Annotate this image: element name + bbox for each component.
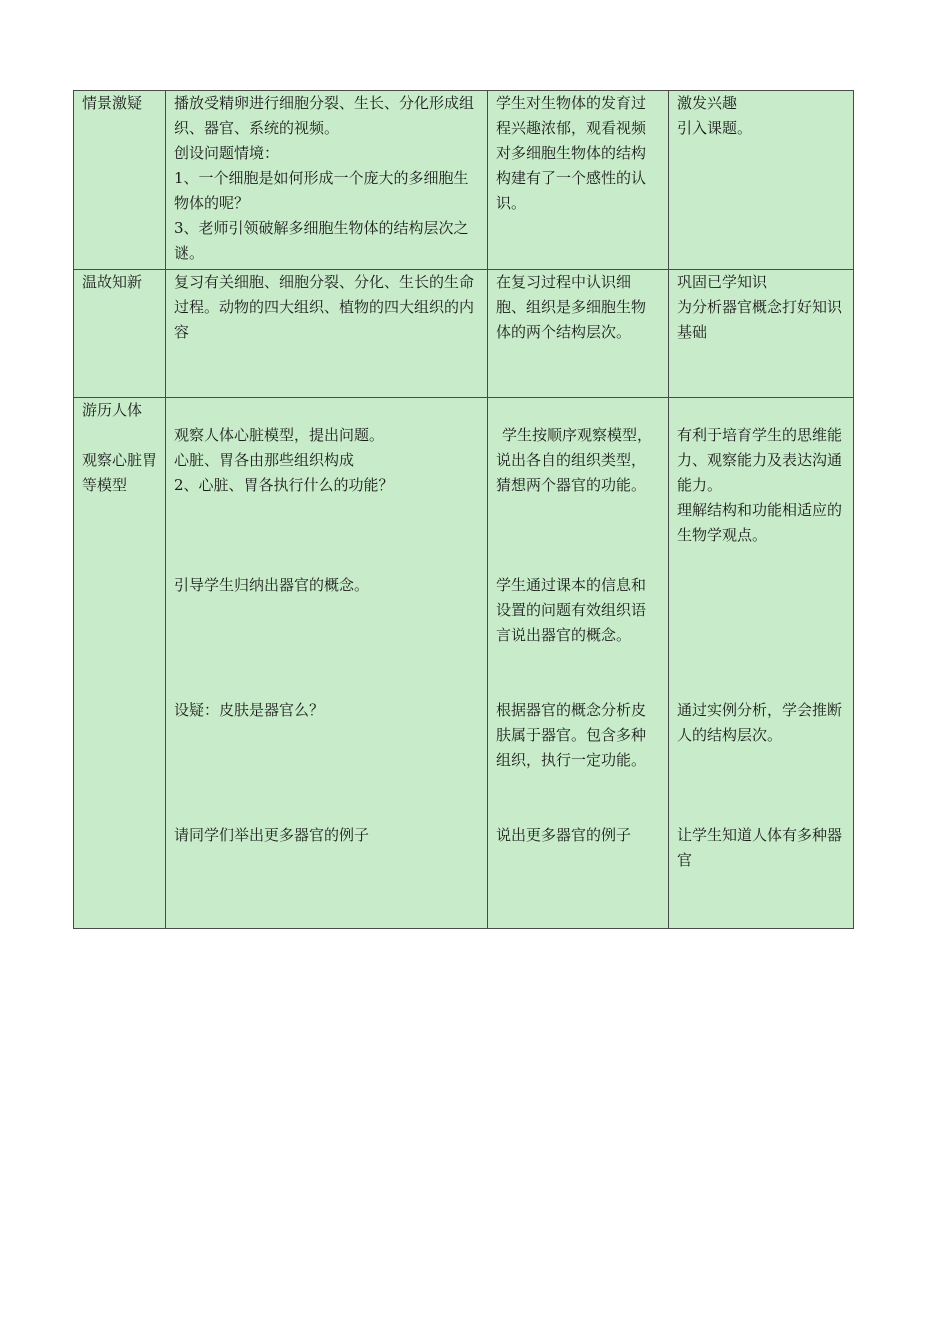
table-row — [74, 270, 854, 398]
purpose-text: 巩固已学知识 — [677, 273, 768, 291]
stage-cell — [74, 91, 166, 270]
purpose-text: 为分析器官概念打好知识基础 — [677, 298, 843, 341]
student-text: 学生通过课本的信息和设置的问题有效组织语言说出器官的概念。 — [496, 576, 647, 644]
teacher-text: 引导学生归纳出器官的概念。 — [174, 576, 370, 594]
teacher-activity-cell — [166, 398, 488, 929]
design-purpose-cell — [669, 270, 854, 398]
stage-label: 温故知新 — [82, 273, 143, 291]
content-block — [677, 698, 845, 823]
purpose-text: 激发兴趣 — [677, 94, 738, 112]
student-text: 学生按顺序观察模型，说出各自的组织类型，猜想两个器官的功能。 — [496, 426, 653, 494]
teacher-text: 1、一个细胞是如何形成一个庞大的多细胞生物体的呢？ — [174, 169, 469, 212]
table-row — [74, 398, 854, 929]
teacher-text: 2、心脏、胃各执行什么的功能？ — [174, 476, 394, 494]
student-activity-cell — [488, 398, 669, 929]
student-text: 在复习过程中认识细胞、组织是多细胞生物体的两个结构层次。 — [496, 273, 647, 341]
content-block — [174, 823, 479, 848]
purpose-text: 理解结构和功能相适应的生物学观点。 — [677, 501, 843, 544]
teacher-activity-cell — [166, 91, 488, 270]
stage-cell — [74, 270, 166, 398]
design-purpose-cell — [669, 398, 854, 929]
teacher-activity-cell — [166, 270, 488, 398]
content-block — [496, 573, 660, 698]
content-block — [174, 573, 479, 698]
content-block — [496, 698, 660, 823]
table-row — [74, 91, 854, 270]
teacher-text: 创设问题情境： — [174, 144, 280, 162]
design-purpose-cell — [669, 91, 854, 270]
teacher-text: 观察人体心脏模型，提出问题。 — [174, 426, 385, 444]
purpose-text: 引入课题。 — [677, 119, 753, 137]
teacher-text: 请同学们举出更多器官的例子 — [174, 826, 370, 844]
teacher-text: 3、老师引领破解多细胞生物体的结构层次之谜。 — [174, 219, 469, 262]
student-activity-cell — [488, 91, 669, 270]
content-block — [174, 698, 479, 823]
purpose-text: 通过实例分析，学会推断人的结构层次。 — [677, 701, 843, 744]
stage-cell — [74, 398, 166, 929]
stage-label: 观察心脏胃等模型 — [82, 451, 158, 494]
teacher-text: 复习有关细胞、细胞分裂、分化、生长的生命过程。动物的四大组织、植物的四大组织的内容 — [174, 273, 475, 341]
content-block — [496, 423, 660, 573]
teacher-text: 播放受精卵进行细胞分裂、生长、分化形成组织、器官、系统的视频。 — [174, 94, 475, 137]
purpose-text: 让学生知道人体有多种器官 — [677, 826, 843, 869]
student-activity-cell — [488, 270, 669, 398]
student-text: 说出更多器官的例子 — [496, 826, 632, 844]
teacher-text: 设疑：皮肤是器官么？ — [174, 701, 325, 719]
content-block — [677, 423, 845, 698]
purpose-text: 有利于培育学生的思维能力、观察能力及表达沟通能力。 — [677, 426, 843, 494]
student-text: 根据器官的概念分析皮肤属于器官。包含多种组织，执行一定功能。 — [496, 701, 647, 769]
stage-label: 情景激疑 — [82, 94, 143, 112]
content-block — [496, 823, 660, 848]
teacher-text: 心脏、胃各由那些组织构成 — [174, 451, 355, 469]
lesson-plan-table — [73, 90, 854, 929]
content-block — [174, 423, 479, 573]
student-text: 学生对生物体的发育过程兴趣浓郁，观看视频对多细胞生物体的结构构建有了一个感性的认识。 — [496, 94, 647, 212]
stage-label: 游历人体 — [82, 401, 143, 419]
content-block — [677, 823, 845, 873]
